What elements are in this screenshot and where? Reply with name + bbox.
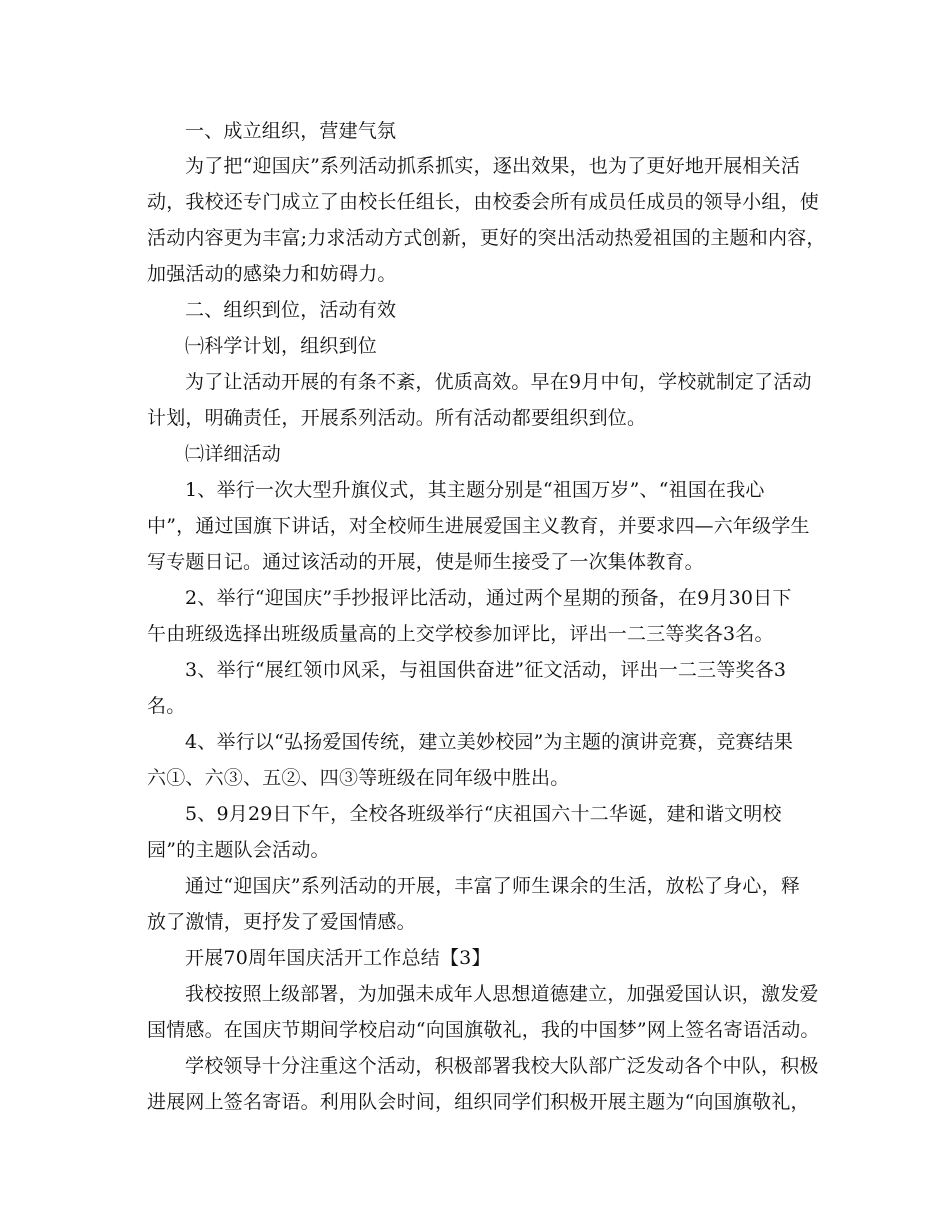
list-item-line: 2、举行“迎国庆”手抄报评比活动，通过两个星期的预备，在9月30日下 — [185, 587, 792, 609]
heading-establish-organization: 一、成立组织，营建气氛 — [185, 120, 397, 142]
paragraph-line: 进展网上签名寄语。利用队会时间，组织同学们积极开展主题为“向国旗敬礼， — [147, 1091, 810, 1113]
list-item-line: 名。 — [147, 695, 186, 717]
paragraph-line: 学校领导十分注重这个活动，积极部署我校大队部广泛发动各个中队，积极 — [185, 1055, 819, 1077]
paragraph-line: 为了让活动开展的有条不紊，优质高效。早在9月中旬，学校就制定了活动 — [185, 371, 812, 393]
list-item-line: 午由班级选择出班级质量高的上交学校参加评比，评出一二三等奖各3名。 — [147, 623, 774, 645]
list-item-line: 1、举行一次大型升旗仪式，其主题分别是“祖国万岁”、“祖国在我心 — [185, 479, 765, 501]
subheading-detailed-activities: ㈡详细活动 — [185, 443, 282, 465]
paragraph-line: 为了把“迎国庆”系列活动抓系抓实，逐出效果，也为了更好地开展相关活 — [185, 155, 801, 177]
subheading-scientific-plan: ㈠科学计划，组织到位 — [185, 335, 378, 357]
heading-organization-in-place: 二、组织到位，活动有效 — [185, 299, 397, 321]
paragraph-line: 计划，明确责任，开展系列活动。所有活动都要组织到位。 — [147, 407, 647, 429]
paragraph-line: 活动内容更为丰富;力求活动方式创新，更好的突出活动热爱祖国的主题和内容， — [147, 227, 826, 249]
list-item-line: 六①、六③、五②、四③等班级在同年级中胜出。 — [147, 767, 570, 789]
section-title-summary-3: 开展70周年国庆活开工作总结【3】 — [185, 947, 491, 969]
list-item-line: 5、9月29日下午，全校各班级举行“庆祖国六十二华诞，建和谐文明校 — [185, 803, 782, 825]
paragraph-line: 通过“迎国庆”系列活动的开展，丰富了师生课余的生活，放松了身心，释 — [185, 875, 801, 897]
list-item-line: 写专题日记。通过该活动的开展，使是师生接受了一次集体教育。 — [147, 551, 704, 573]
paragraph-line: 加强活动的感染力和妨碍力。 — [147, 263, 397, 285]
list-item-line: 中”，通过国旗下讲话，对全校师生进展爱国主义教育，并要求四—六年级学生 — [147, 515, 810, 537]
list-item-line: 3、举行“展红领巾风采，与祖国供奋进”征文活动，评出一二三等奖各3 — [185, 659, 787, 681]
paragraph-line: 国情感。在国庆节期间学校启动“向国旗敬礼，我的中国梦”网上签名寄语活动。 — [147, 1019, 820, 1041]
paragraph-line: 放了激情，更抒发了爱国情感。 — [147, 911, 416, 933]
list-item-line: 4、举行以“弘扬爱国传统，建立美妙校园”为主题的演讲竞赛，竞赛结果 — [185, 731, 794, 753]
list-item-line: 园”的主题队会活动。 — [147, 839, 330, 861]
paragraph-line: 动，我校还专门成立了由校长任组长，由校委会所有成员任成员的领导小组，使 — [147, 191, 820, 213]
paragraph-line: 我校按照上级部署，为加强未成年人思想道德建立，加强爱国认识，激发爱 — [185, 983, 819, 1005]
